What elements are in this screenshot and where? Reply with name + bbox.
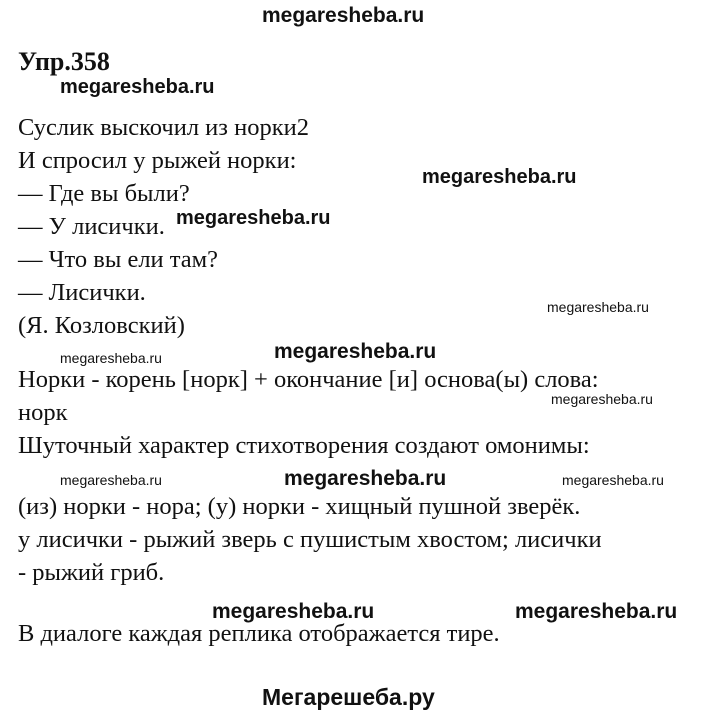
homonym-line: (из) норки - нора; (у) норки - хищный пушной зверёк. <box>18 493 581 520</box>
analysis-line: Норки - корень [норк] + окончание [и] основа(ы) слова: <box>18 366 599 393</box>
watermark-top: megaresheba.ru <box>262 4 425 27</box>
watermark-bottom-left: megaresheba.ru <box>212 600 375 623</box>
poem-line: И спросил у рыжей норки: <box>18 147 297 174</box>
footer-site-name: Мегарешеба.ру <box>262 684 435 710</box>
homonym-line: - рыжий гриб. <box>18 559 165 586</box>
watermark-poem-right: megaresheba.ru <box>422 166 577 188</box>
watermark-homonym-small-left: megaresheba.ru <box>60 472 162 488</box>
exercise-title: Упр.358 <box>18 47 110 76</box>
watermark-poem-small-right: megaresheba.ru <box>547 299 649 315</box>
watermark-under-title: megaresheba.ru <box>60 76 215 98</box>
watermark-mid-large: megaresheba.ru <box>274 340 437 363</box>
conclusion: В диалоге каждая реплика отображается тире. <box>18 620 500 647</box>
watermark-homonym-large: megaresheba.ru <box>284 467 447 490</box>
watermark-bottom-right: megaresheba.ru <box>515 600 678 623</box>
watermark-poem-mid: megaresheba.ru <box>176 207 331 229</box>
watermark-homonym-small-right: megaresheba.ru <box>562 472 664 488</box>
analysis-line: Шуточный характер стихотворения создают омонимы: <box>18 432 590 459</box>
watermark-mid-small-left: megaresheba.ru <box>60 350 162 366</box>
poem-line: Суслик выскочил из норки2 <box>18 114 309 141</box>
poem-line: — Где вы были? <box>18 180 190 207</box>
poem-author: (Я. Козловский) <box>18 312 185 339</box>
poem-line: — Лисички. <box>18 279 146 306</box>
analysis-line: норк <box>18 399 68 426</box>
analysis <box>18 363 599 462</box>
homonyms <box>18 490 602 589</box>
watermark-mid-small-right: megaresheba.ru <box>551 391 653 407</box>
homonym-line: у лисички - рыжий зверь с пушистым хвостом; лисички <box>18 526 602 553</box>
poem-line: — Что вы ели там? <box>18 246 219 273</box>
poem-line: — У лисички. <box>18 213 165 240</box>
